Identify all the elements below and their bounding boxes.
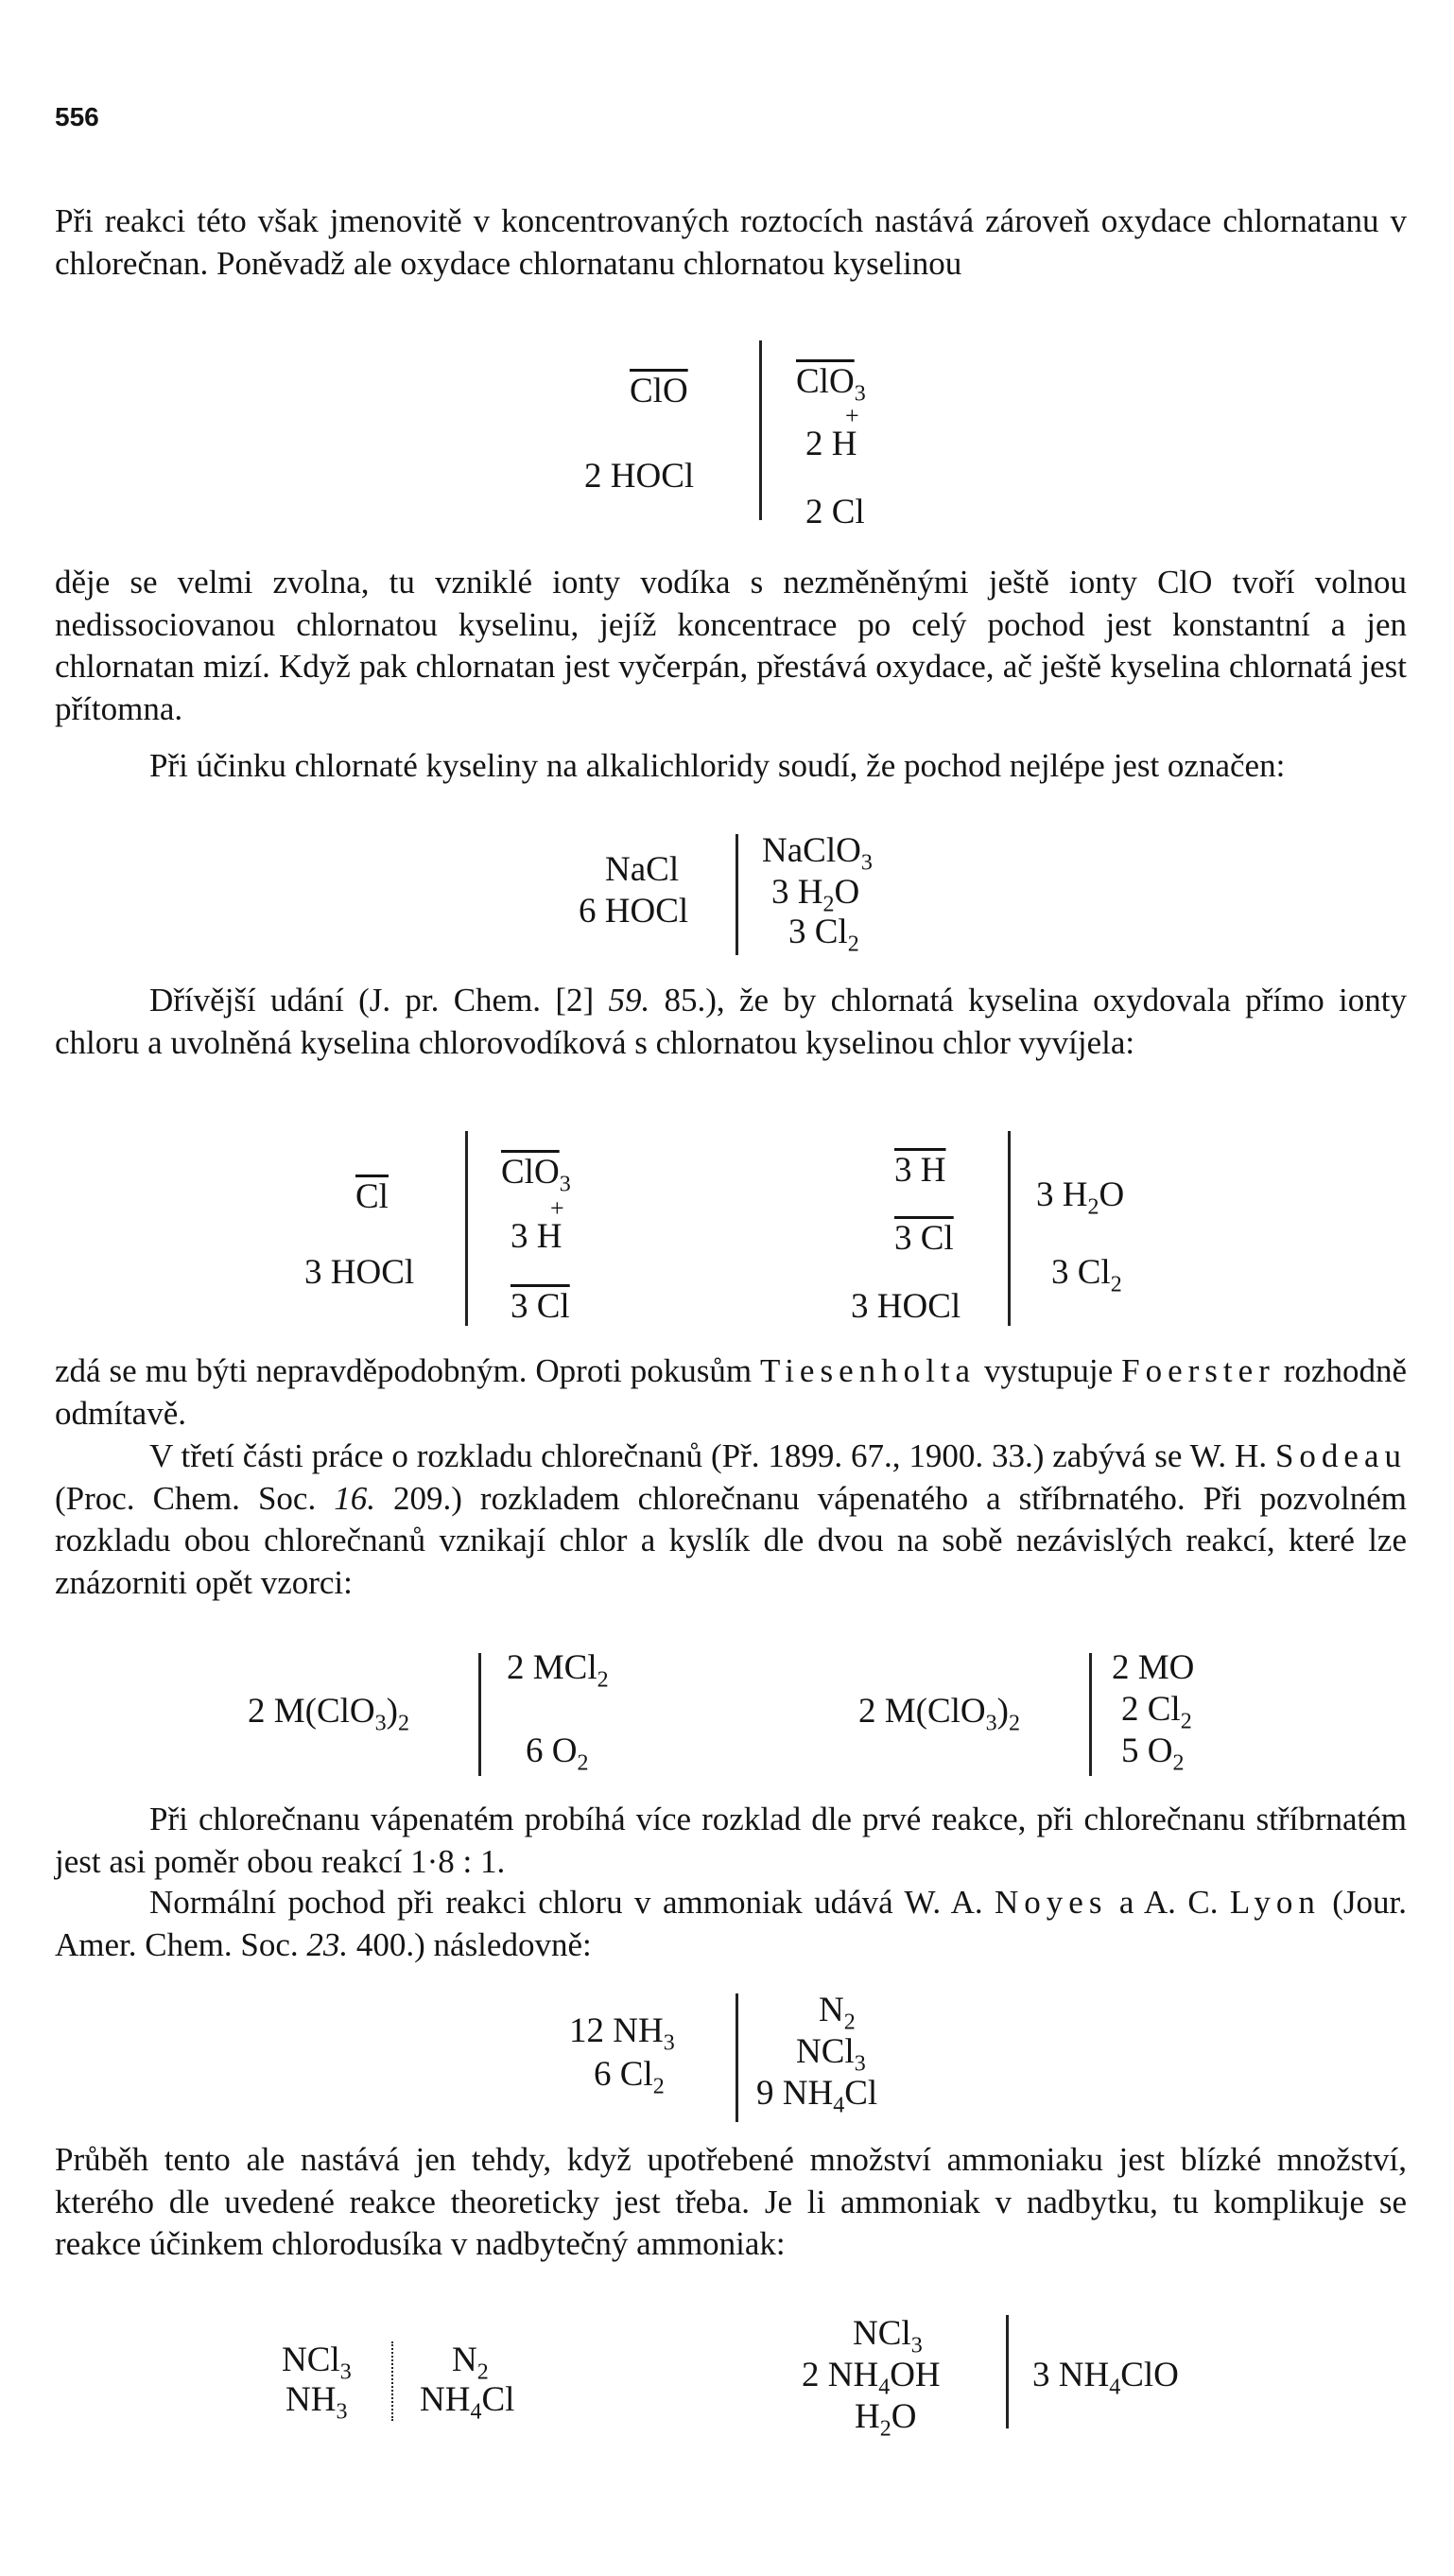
eq1-divider	[759, 340, 762, 520]
eq2-divider	[736, 834, 738, 955]
author-noyes: Noyes	[995, 1884, 1108, 1921]
eq4b-right-1: 2 MO	[1112, 1648, 1195, 1687]
eq1-left-1: $\overline{ClO}$	[630, 372, 688, 410]
paragraph-5: zdá se mu býti nepravděpodobným. Oproti pokusům Tiesenholta vystupuje Foerster rozhodně odmítavě.	[55, 1352, 1407, 1432]
eq3b-left-3: 3 HOCl	[851, 1287, 961, 1326]
paragraph-4: Dřívější udání (J. pr. Chem. [2] 59. 85.), že by chlornatá kyselina oxydovala přímo ionty chloru a uvolněná kyselina chlorovodíková s chlornatou kyselinou chlor vyvíjela:	[55, 982, 1408, 1061]
paragraph-9: Průběh tento ale nastává jen tehdy, když upotřebené množství ammoniaku jest blízké množství, kterého dle uvedené reakce theoreticky jest třeba. Je li ammoniak v nadbytku, tu komplikuje se reakce účinkem chlorodusíka v nadbytečný ammoniak:	[55, 2141, 1407, 2262]
paragraph-6: V třetí části práce o rozkladu chlorečnanů (Př. 1899. 67., 1900. 33.) zabývá se W. H. Sodeau (Proc. Chem. Soc. 16. 209.) rozkladem chlorečnanu vápenatého a stříbrnatého. Při pozvolném rozkladu obou chlorečnanů vznikají chlor a kyslík dle dvou na sobě nezávislých reakcí, které lze znázorniti opět vzorci:	[55, 1437, 1407, 1601]
paragraph-2: děje se velmi zvolna, tu vzniklé ionty vodíka s nezměněnými ještě ionty ClO tvoří volnou nedissociovanou chlornatou kyselinu, jejíž koncentrace po celý pochod jest konstantní a jen chlornatan mizí. Když pak chlornatan jest vyčerpán, přestává oxydace, ač ještě kyselina chlornatá jest přítomna.	[55, 564, 1407, 727]
eq6a-right-1: $N_2$	[452, 2341, 489, 2385]
eq1-right-3: 2 Cl	[805, 493, 865, 531]
eq2-left-2: 6 HOCl	[579, 892, 689, 931]
eq6b-left-1: NCl$_3$	[853, 2314, 923, 2358]
eq6b-left-3: $H_2O$	[855, 2397, 917, 2442]
author-tiesenholt: Tiesenholta	[760, 1352, 977, 1389]
eq6a-divider	[391, 2341, 393, 2421]
eq4a-right-1: 2 MCl$_2$	[507, 1648, 609, 1693]
eq6b-left-2: 2 $NH_4OH$	[802, 2356, 941, 2400]
eq5-right-1: $N_2$	[819, 1991, 856, 2035]
journal-volume: 59.	[608, 982, 650, 1018]
eq5-left-1: 12 $NH_3$	[569, 2011, 675, 2056]
eq4a-left: 2 $M(ClO_3)_2$	[248, 1692, 409, 1736]
eq3a-left-2: 3 HOCl	[304, 1253, 415, 1292]
eq6b-right: 3 $NH_4ClO$	[1032, 2356, 1179, 2400]
eq5-left-2: 6 $Cl_2$	[594, 2055, 665, 2099]
eq3b-left-2: 3 Cl	[894, 1219, 954, 1258]
eq5-divider	[736, 1993, 738, 2122]
eq4b-left: 2 $M(ClO_3)_2$	[858, 1692, 1020, 1736]
eq2-right-2: 3 $H_2O$	[771, 873, 860, 917]
eq4a-right-2: 6 $O_2$	[526, 1732, 589, 1776]
eq1-right-1: $\overline{ClO}_3$	[796, 362, 866, 407]
author-foerster: Foerster	[1121, 1352, 1275, 1389]
eq2-right-3: 3 $Cl_2$	[788, 913, 859, 957]
journal-volume: 16.	[334, 1479, 375, 1517]
eq4b-right-3: 5 $O_2$	[1121, 1732, 1185, 1776]
journal-volume: 23.	[306, 1925, 349, 1963]
eq4b-divider	[1089, 1653, 1092, 1776]
eq6a-left-1: NCl$_3$	[282, 2341, 352, 2385]
eq4b-right-2: 2 $Cl_2$	[1121, 1690, 1192, 1734]
eq1-left-2: 2 HOCl	[584, 457, 695, 496]
eq3a-right-3: 3 Cl	[511, 1287, 570, 1326]
eq3a-plus: +	[550, 1194, 564, 1222]
eq5-right-2: NCl$_3$	[796, 2032, 866, 2077]
eq1-right-2: 2 H	[805, 425, 857, 463]
eq2-right-1: NaClO$_3$	[762, 831, 873, 876]
eq6a-right-2: $NH_4Cl$	[420, 2380, 515, 2425]
paragraph-8: Normální pochod při reakci chloru v ammoniak udává W. A. Noyes a A. C. Lyon (Jour. Amer. Chem. Soc. 23. 400.) následovně:	[55, 1884, 1407, 1963]
eq3a-right-1: $\overline{ClO}_3$	[501, 1153, 571, 1197]
page-number: 556	[55, 102, 99, 131]
eq3b-right-1: 3 $H_2O$	[1036, 1175, 1125, 1220]
eq3a-left-1: $\overline{Cl}$	[355, 1177, 389, 1216]
author-sodeau: Sodeau	[1274, 1437, 1407, 1474]
eq6a-left-2: $NH_3$	[286, 2380, 348, 2425]
paragraph-3: Při účinku chlornaté kyseliny na alkalichloridy soudí, že pochod nejlépe jest označen:	[149, 747, 1286, 784]
paragraph-7: Při chlorečnanu vápenatém probíhá více rozklad dle prvé reakce, při chlorečnanu stříbrnatém jest asi poměr obou reakcí 1·8 : 1.	[55, 1801, 1407, 1880]
eq2-left-1: NaCl	[605, 850, 680, 889]
eq3b-right-2: 3 $Cl_2$	[1051, 1253, 1122, 1297]
eq5-right-3: 9 $NH_4Cl$	[756, 2074, 878, 2118]
eq4a-divider	[478, 1653, 481, 1776]
author-lyon: Lyon	[1229, 1884, 1321, 1921]
eq3b-left-1: 3 H	[894, 1151, 946, 1190]
eq3a-right-2: 3 H	[511, 1217, 563, 1256]
eq3a-divider	[465, 1131, 468, 1326]
eq3b-divider	[1008, 1131, 1011, 1326]
eq1-plus: +	[845, 402, 859, 429]
paragraph-1: Při reakci této však jmenovitě v koncentrovaných roztocích nastává zároveň oxydace chlornatanu v chlorečnan. Poněvadž ale oxydace chlornatanu chlornatou kyselinou	[55, 202, 1407, 282]
eq6b-divider	[1006, 2315, 1009, 2428]
